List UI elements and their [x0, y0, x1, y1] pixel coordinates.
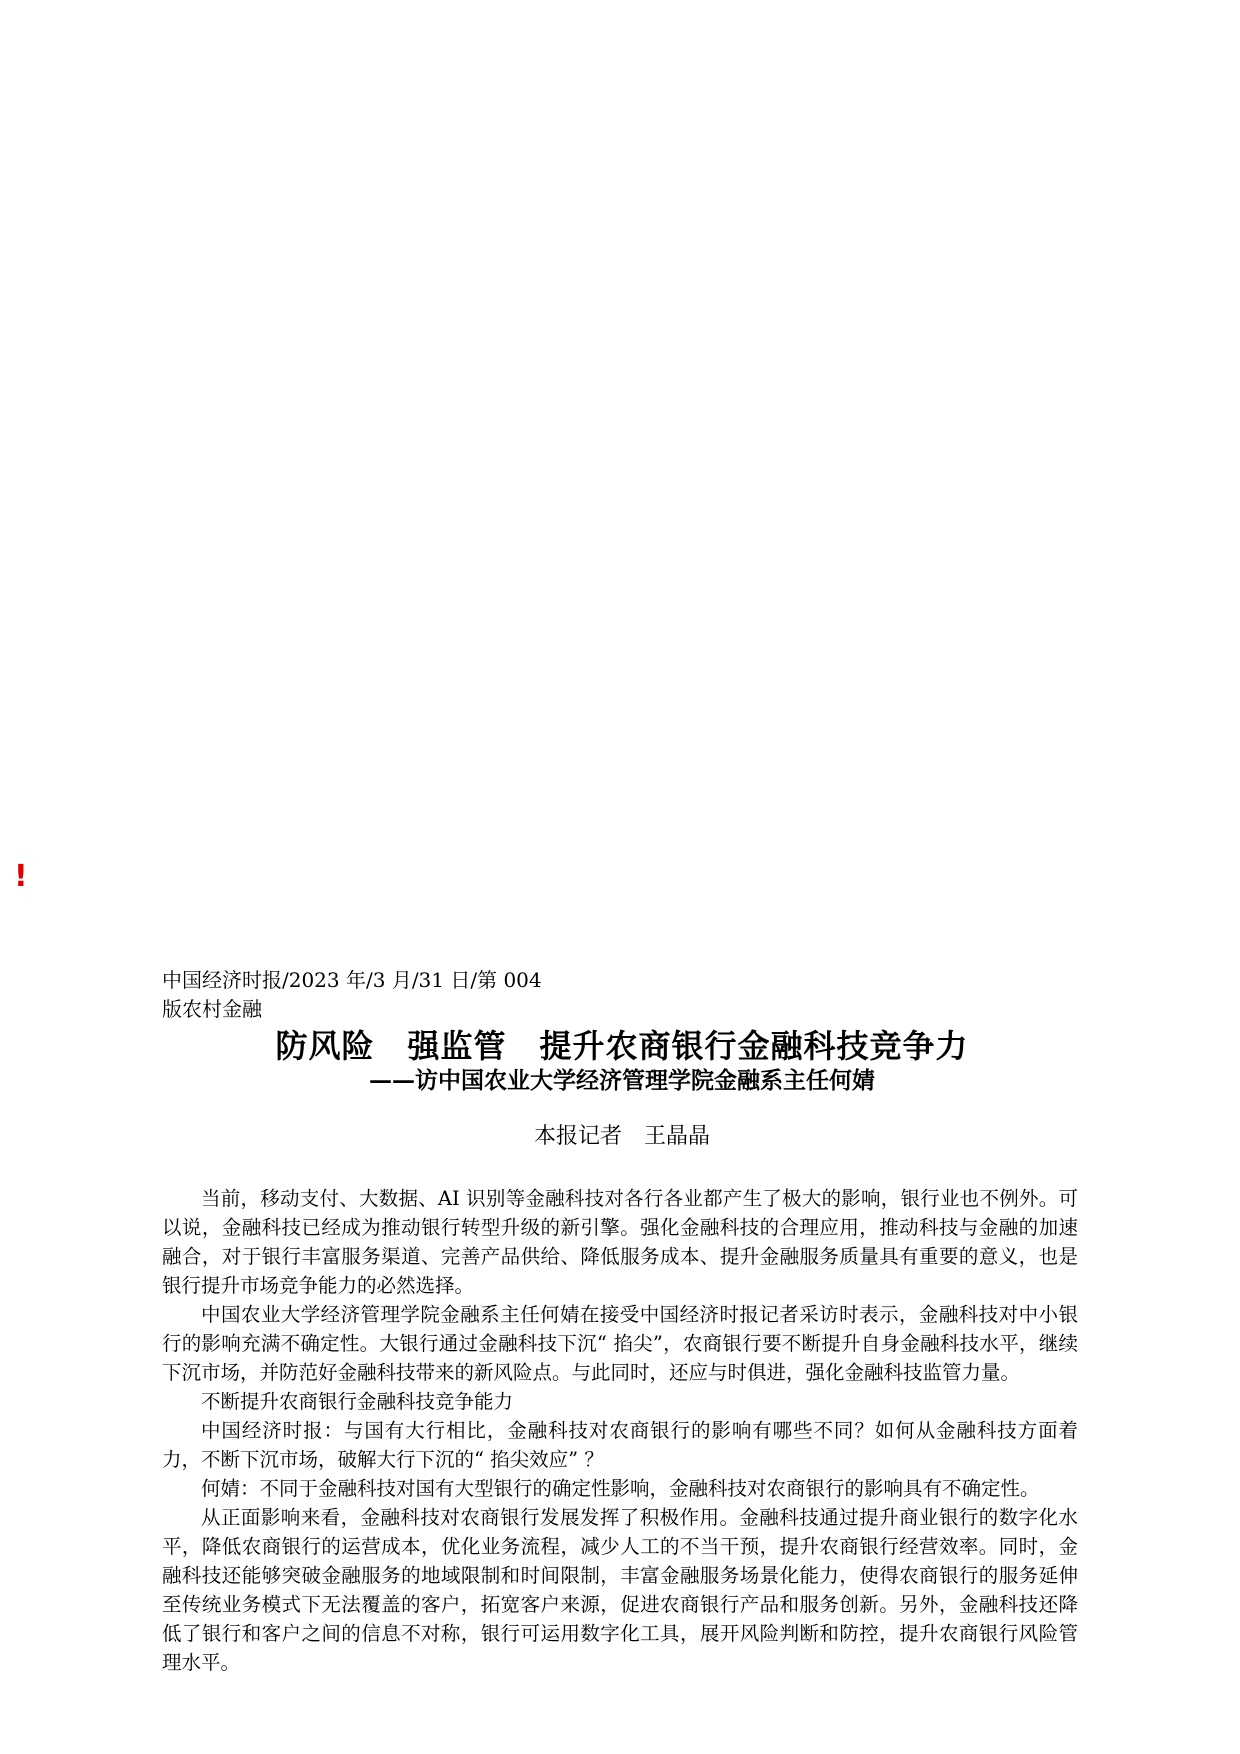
paragraph: 中国经济时报：与国有大行相比，金融科技对农商银行的影响有哪些不同？如何从金融科技方面着力，不断下沉市场，破解大行下沉的“ 掐尖效应” ？ [162, 1419, 1078, 1471]
paragraph: 中国农业大学经济管理学院金融系主任何婧在接受中国经济时报记者采访时表示，金融科技对中小银行的影响充满不确定性。大银行通过金融科技下沉“ 掐尖”，农商银行要不断提升自身金融科技水平，继续下沉市场，并防范好金融科技带来的新风险点。与此同时，还应与时俱进，强化金融科技监管力量。 [162, 1303, 1078, 1384]
paragraph: 从正面影响来看，金融科技对农商银行发展发挥了积极作用。金融科技通过提升商业银行的数字化水平，降低农商银行的运营成本，优化业务流程，减少人工的不当干预，提升农商银行经营效率。同时，金融科技还能够突破金融服务的地域限制和时间限制，丰富金融服务场景化能力，使得农商银行的服务延伸至传统业务模式下无法覆盖的客户，拓宽客户来源，促进农商银行产品和服务创新。另外，金融科技还降低了银行和客户之间的信息不对称，银行可运用数字化工具，展开风险判断和防控，提升农商银行风险管理水平。 [162, 1506, 1078, 1674]
paragraph: 何婧：不同于金融科技对国有大型银行的确定性影响，金融科技对农商银行的影响具有不确定性。 [201, 1477, 1040, 1500]
source-info [162, 966, 582, 1024]
annotation-mark: ! [14, 859, 28, 894]
paragraph: 当前，移动支付、大数据、AI 识别等金融科技对各行各业都产生了极大的影响，银行业也不例外。可以说，金融科技已经成为推动银行转型升级的新引擎。强化金融科技的合理应用，推动科技与金融的加速融合，对于银行丰富服务渠道、完善产品供给、降低服务成本、提升金融服务质量具有重要的意义，也是银行提升市场竞争能力的必然选择。 [162, 1187, 1078, 1297]
source-line-2: 版农村金融 [162, 997, 262, 1021]
byline: 本报记者 王晶晶 [533, 1124, 710, 1149]
article-subtitle: ——访中国农业大学经济管理学院金融系主任何婧 [369, 1067, 875, 1094]
source-line-1: 中国经济时报/2023 年/3 月/31 日/第 004 [162, 968, 542, 992]
article-title: 防风险 强监管 提升农商银行金融科技竞争力 [275, 1027, 969, 1065]
section-heading: 不断提升农商银行金融科技竞争能力 [201, 1390, 514, 1413]
article-body [162, 1184, 1078, 1677]
